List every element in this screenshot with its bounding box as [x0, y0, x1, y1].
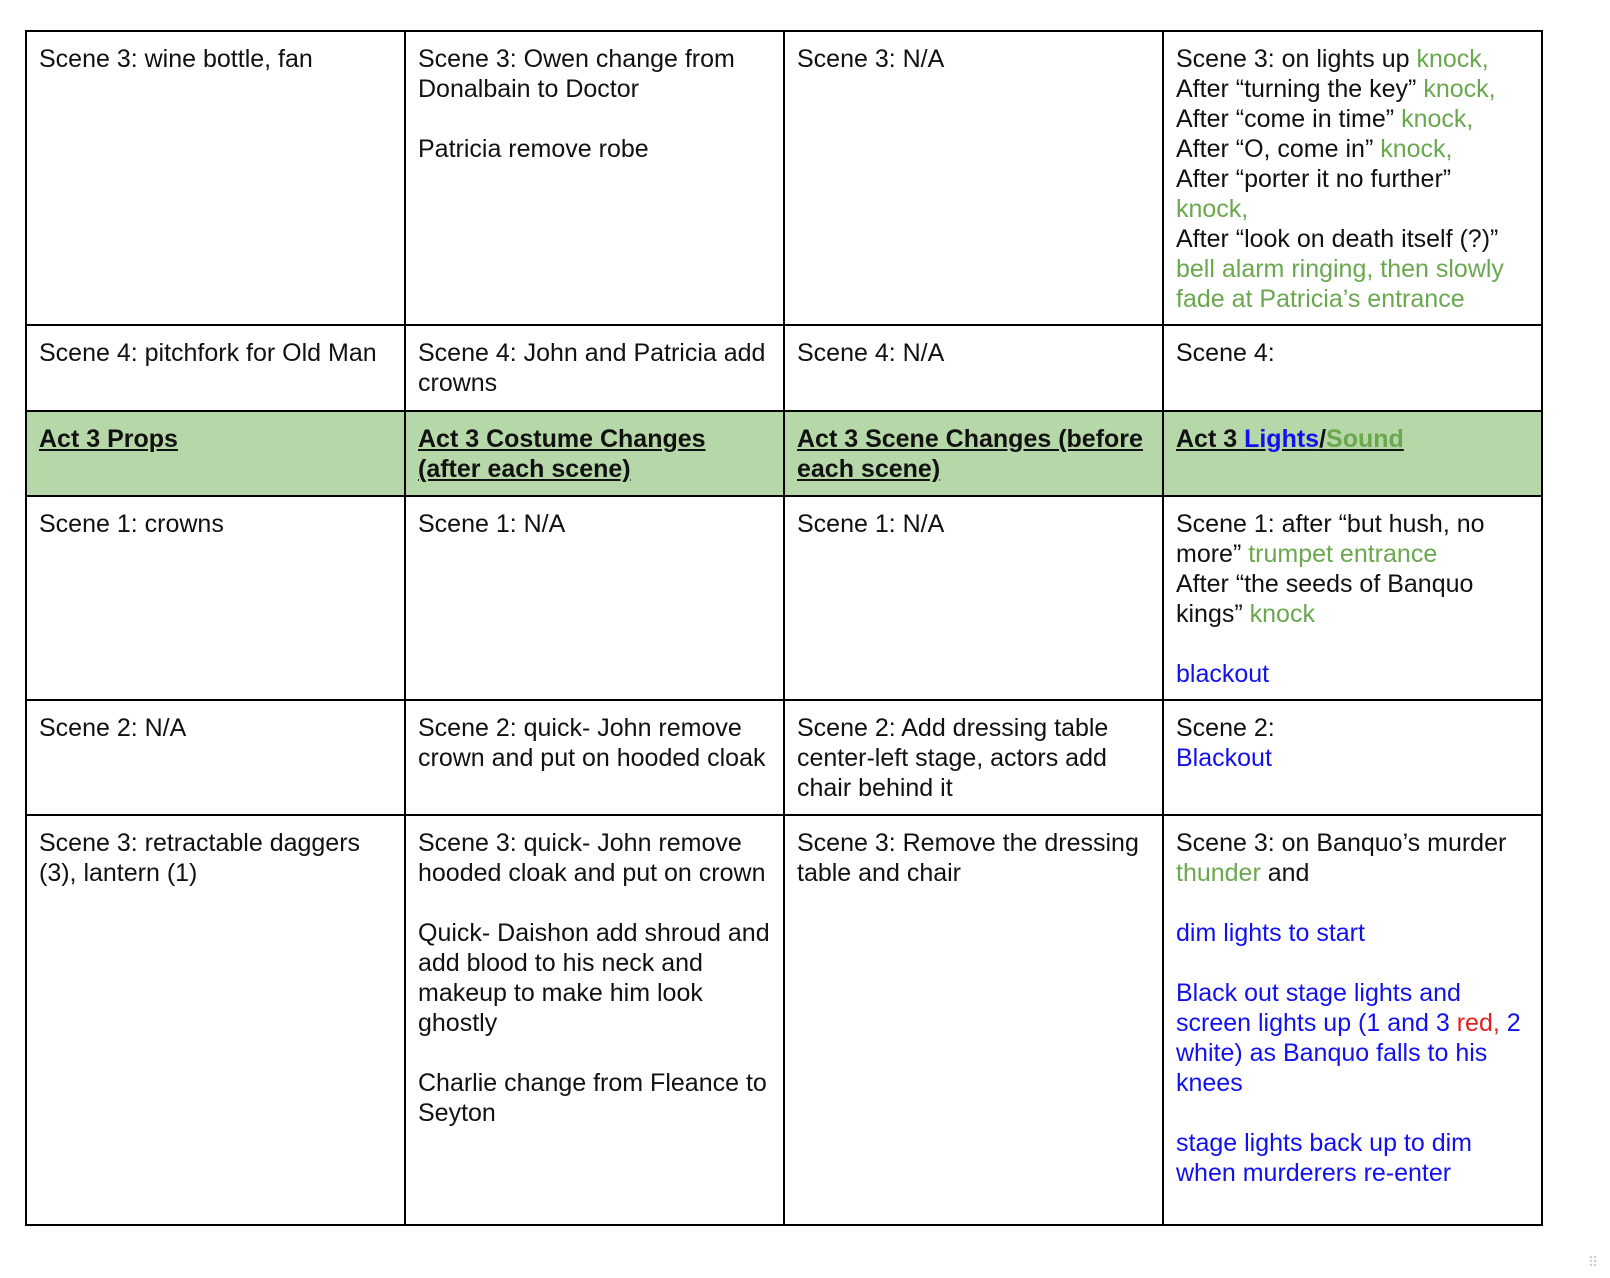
cue-line: After “the seeds of Banquo kings” knock [1176, 570, 1474, 628]
props-cell: Scene 4: pitchfork for Old Man [26, 325, 405, 411]
scene-change-cell: Scene 1: N/A [784, 496, 1163, 700]
table-row [26, 700, 1542, 815]
cue-line: After “look on death itself (?)” bell alarm ringing, then slowly fade at Patricia’s entrance [1176, 225, 1504, 313]
act-3-header-row [26, 411, 1542, 496]
lights-sound-cell [1163, 496, 1542, 700]
header-lights-sound: Act 3 Lights/Sound [1163, 411, 1542, 496]
cue-line: Scene 3: on Banquo’s murder thunder and [1176, 829, 1507, 887]
lights-sound-cell [1163, 31, 1542, 325]
resize-handle-icon[interactable]: ⠿ [1587, 1255, 1599, 1271]
table-row [26, 31, 1542, 325]
cue-line: Black out stage lights and screen lights up (1 and 3 red, 2 white) as Banquo falls to his knees [1176, 979, 1521, 1097]
lights-sound-cell: Scene 4: [1163, 325, 1542, 411]
props-cell: Scene 1: crowns [26, 496, 405, 700]
cue-line: stage lights back up to dim when murderers re-enter [1176, 1129, 1472, 1187]
lights-sound-cell [1163, 815, 1542, 1225]
costume-cell: Scene 4: John and Patricia add crowns [405, 325, 784, 411]
cue-line: Scene 3: on lights up knock, [1176, 45, 1489, 73]
header-costume: Act 3 Costume Changes (after each scene) [405, 411, 784, 496]
table-row [26, 496, 1542, 700]
cue-line: After “turning the key” knock, [1176, 75, 1496, 103]
props-cell: Scene 3: retractable daggers (3), lantern (1) [26, 815, 405, 1225]
props-cell: Scene 2: N/A [26, 700, 405, 815]
header-props: Act 3 Props [26, 411, 405, 496]
costume-cell: Scene 3: quick- John remove hooded cloak and put on crown Quick- Daishon add shroud and add blood to his neck and makeup to make him look ghostly Charlie change from Fleance to Seyton [405, 815, 784, 1225]
cue-table [25, 30, 1543, 1226]
cue-line: blackout [1176, 660, 1270, 688]
cue-line: Scene 1: after “but hush, no more” trumpet entrance [1176, 510, 1485, 568]
lights-link[interactable]: Lights [1244, 425, 1320, 453]
costume-cell: Scene 3: Owen change from Donalbain to Doctor Patricia remove robe [405, 31, 784, 325]
cue-line: Blackout [1176, 744, 1272, 772]
cue-line: After “porter it no further” knock, [1176, 165, 1452, 223]
cue-line: After “O, come in” knock, [1176, 135, 1453, 163]
cue-line: After “come in time” knock, [1176, 105, 1474, 133]
scene-change-cell: Scene 4: N/A [784, 325, 1163, 411]
lights-sound-cell: Scene 2: Blackout [1163, 700, 1542, 815]
header-scene-changes: Act 3 Scene Changes (before each scene) [784, 411, 1163, 496]
costume-cell: Scene 1: N/A [405, 496, 784, 700]
costume-cell: Scene 2: quick- John remove crown and put on hooded cloak [405, 700, 784, 815]
scene-change-cell: Scene 3: N/A [784, 31, 1163, 325]
scene-change-cell: Scene 2: Add dressing table center-left stage, actors add chair behind it [784, 700, 1163, 815]
cue-sheet [25, 30, 1543, 1226]
sound-link[interactable]: Sound [1326, 425, 1404, 453]
table-row [26, 815, 1542, 1225]
table-row [26, 325, 1542, 411]
scene-change-cell: Scene 3: Remove the dressing table and chair [784, 815, 1163, 1225]
cue-line: dim lights to start [1176, 919, 1365, 947]
props-cell: Scene 3: wine bottle, fan [26, 31, 405, 325]
